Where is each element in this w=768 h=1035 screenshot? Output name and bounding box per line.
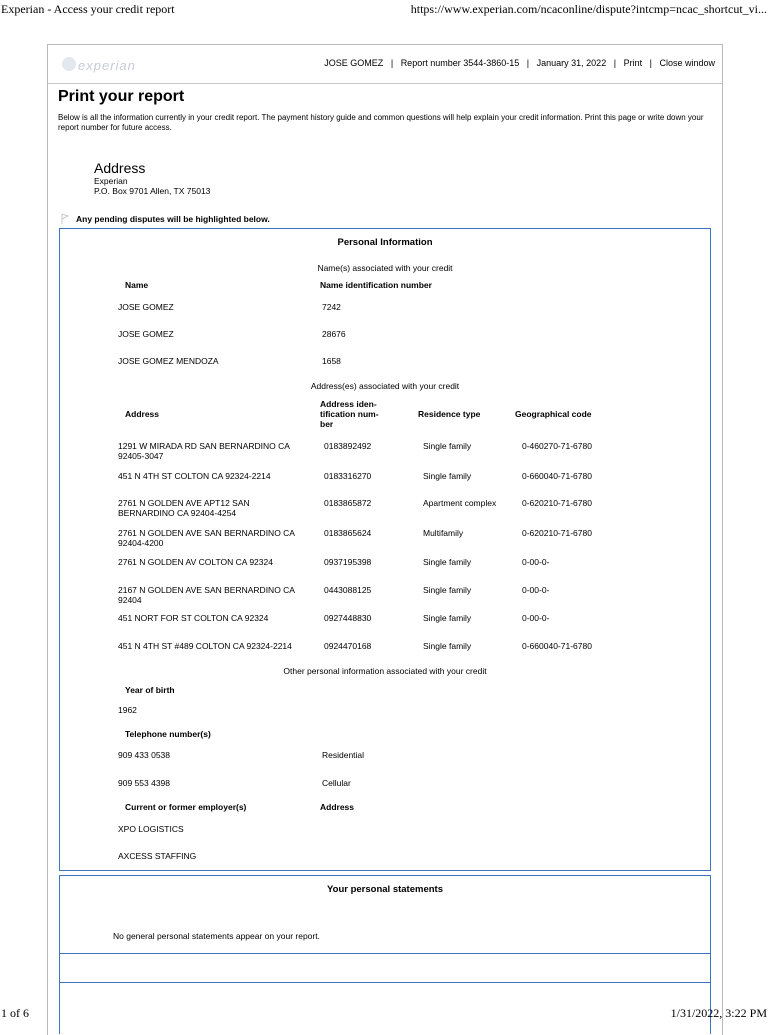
address-id-cell: 0183892492: [324, 441, 372, 451]
address-id-cell: 0443088125: [324, 585, 372, 595]
birth-year-value: 1962: [118, 705, 137, 715]
address-id-cell: 0183316270: [324, 471, 372, 481]
addresses-header-id: Address iden- tification num- ber: [320, 399, 379, 429]
flag-icon: [60, 213, 70, 225]
report-number: Report number 3544-3860-15: [400, 58, 520, 68]
residence-type-cell: Apartment complex: [423, 498, 497, 508]
residence-type-cell: Single family: [423, 557, 472, 567]
name-cell: JOSE GOMEZ: [118, 302, 174, 312]
employer-header: Current or former employer(s): [125, 802, 247, 812]
address-line-1: Experian: [94, 176, 128, 186]
print-header-url: https://www.experian.com/ncaconline/dispute?intcmp=ncac_shortcut_vi...: [410, 2, 767, 16]
print-link[interactable]: Print: [623, 58, 643, 68]
names-header-id: Name identification number: [320, 280, 432, 290]
addresses-header-type: Residence type: [418, 409, 481, 419]
logo-mark-icon: [62, 57, 76, 71]
report-topbar: [48, 45, 722, 84]
employer-cell: XPO LOGISTICS: [118, 824, 184, 834]
address-cell: 451 N 4TH ST #489 COLTON CA 92324-2214: [118, 641, 292, 651]
statements-title: Your personal statements: [327, 884, 443, 895]
address-id-cell: 0937195398: [324, 557, 372, 567]
name-cell: JOSE GOMEZ MENDOZA: [118, 356, 219, 366]
personal-information-section: [59, 228, 711, 871]
birth-year-header: Year of birth: [125, 685, 175, 695]
print-datetime: 1/31/2022, 3:22 PM: [670, 1006, 767, 1020]
address-line-2: P.O. Box 9701 Allen, TX 75013: [94, 186, 211, 196]
names-header-name: Name: [125, 280, 149, 290]
address-cell: 2761 N GOLDEN AVE SAN BERNARDINO CA 92404-4200: [118, 528, 295, 548]
section-title: Personal Information: [337, 237, 433, 248]
phone-type-cell: Cellular: [322, 778, 351, 788]
report-date: January 31, 2022: [536, 58, 607, 68]
geo-code-cell: 0-620210-71-6780: [522, 498, 592, 508]
geo-code-cell: 0-660040-71-6780: [522, 641, 592, 651]
phone-number-cell: 909 553 4398: [118, 778, 170, 788]
name-cell: JOSE GOMEZ: [118, 329, 174, 339]
phone-number-cell: 909 433 0538: [118, 750, 170, 760]
addresses-header-address: Address: [125, 409, 160, 419]
employer-cell: AXCESS STAFFING: [118, 851, 197, 861]
page-title: Print your report: [58, 88, 185, 105]
nav-separator: |: [526, 58, 530, 68]
mailing-address-block: [94, 160, 210, 196]
logo-wordmark: experian: [78, 58, 136, 73]
geo-code-cell: 0-00-0-: [522, 585, 550, 595]
nav-separator: |: [390, 58, 394, 68]
intro-text: Below is all the information currently in your credit report. The payment history guide and common questions will help explain your credit information. Print this page or write down your report number for future access.: [58, 113, 704, 132]
employer-address-header: Address: [320, 802, 355, 812]
telephone-header: Telephone number(s): [125, 729, 211, 739]
residence-type-cell: Single family: [423, 613, 472, 623]
name-id-cell: 28676: [322, 329, 346, 339]
phone-type-cell: Residential: [322, 750, 365, 760]
address-cell: 2761 N GOLDEN AVE APT12 SAN BERNARDINO CA 92404-4254: [118, 498, 250, 518]
geo-code-cell: 0-660040-71-6780: [522, 471, 592, 481]
statements-message: No general personal statements appear on your report.: [113, 931, 320, 941]
experian-logo: [56, 55, 136, 75]
geo-code-cell: 0-460270-71-6780: [522, 441, 592, 451]
addresses-header-geo: Geographical code: [515, 409, 592, 419]
close-window-link[interactable]: Close window: [659, 58, 715, 68]
address-cell: 451 N 4TH ST COLTON CA 92324-2214: [118, 471, 271, 481]
address-cell: 2761 N GOLDEN AV COLTON CA 92324: [118, 557, 273, 567]
consumer-name: JOSE GOMEZ: [324, 58, 384, 68]
residence-type-cell: Single family: [423, 441, 472, 451]
addresses-subtitle: Address(es) associated with your credit: [310, 381, 460, 391]
residence-type-cell: Single family: [423, 585, 472, 595]
page-count: 1 of 6: [1, 1006, 29, 1020]
pending-disputes-notice: [58, 213, 708, 227]
address-cell: 1291 W MIRADA RD SAN BERNARDINO CA 92405-3047: [118, 441, 290, 461]
nav-separator: |: [649, 58, 652, 68]
address-id-cell: 0183865624: [324, 528, 372, 538]
address-cell: 2167 N GOLDEN AVE SAN BERNARDINO CA 92404: [118, 585, 295, 605]
name-id-cell: 1658: [322, 356, 341, 366]
geo-code-cell: 0-00-0-: [522, 557, 550, 567]
report-page: [47, 44, 723, 1035]
names-subtitle: Name(s) associated with your credit: [317, 263, 453, 273]
residence-type-cell: Single family: [423, 641, 472, 651]
address-id-cell: 0183865872: [324, 498, 372, 508]
browser-print-footer: [0, 1006, 768, 1022]
address-id-cell: 0927448830: [324, 613, 372, 623]
address-cell: 451 NORT FOR ST COLTON CA 92324: [118, 613, 269, 623]
print-header-title: Experian - Access your credit report: [1, 2, 175, 16]
other-info-subtitle: Other personal information associated with your credit: [283, 666, 487, 676]
geo-code-cell: 0-620210-71-6780: [522, 528, 592, 538]
topbar-nav: [324, 58, 715, 68]
residence-type-cell: Single family: [423, 471, 472, 481]
address-id-cell: 0924470168: [324, 641, 372, 651]
browser-print-header: [0, 2, 768, 18]
address-heading: Address: [94, 160, 146, 176]
nav-separator: |: [613, 58, 617, 68]
name-id-cell: 7242: [322, 302, 341, 312]
geo-code-cell: 0-00-0-: [522, 613, 550, 623]
residence-type-cell: Multifamily: [423, 528, 464, 538]
pending-disputes-text: Any pending disputes will be highlighted below.: [76, 214, 270, 224]
